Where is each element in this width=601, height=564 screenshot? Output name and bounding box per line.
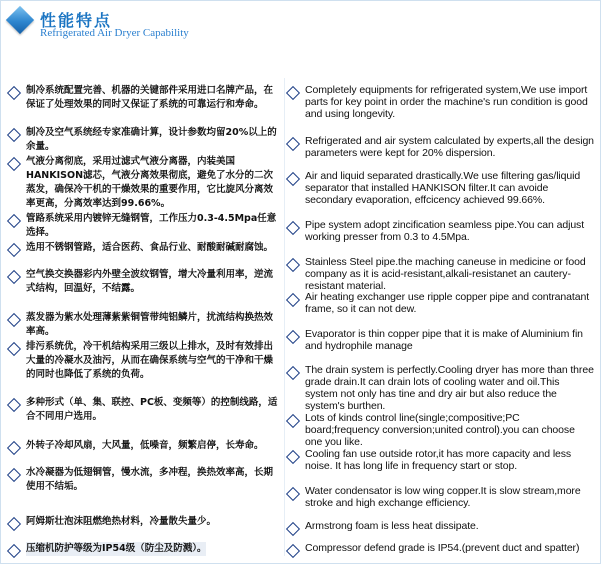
diamond-bullet-icon <box>7 398 21 412</box>
diamond-bullet-icon <box>7 157 21 171</box>
feature-text-cn: 水冷凝器为低翅铜管，慢水流，多冲程，换热效率高，长期使用不结垢。 <box>26 467 274 492</box>
feature-text-cn: 阿姆斯壮泡沫阻燃绝热材料，冷量散失量少。 <box>26 516 217 527</box>
feature-text-cn: 多种形式（单、集、联控、PC板、变频等）的控制线路，适合不同用户选用。 <box>26 397 278 422</box>
feature-item-cn <box>9 126 281 154</box>
diamond-bullet-icon <box>286 450 300 464</box>
feature-item-cn <box>9 268 281 296</box>
feature-text-en: Evaporator is thin copper pipe that it is make of Aluminium fin and hydrophile manage <box>305 328 583 352</box>
feature-text-en: Water condensator is low wing copper.It is slow stream,more stroke and high exchange efficiency. <box>305 485 581 509</box>
feature-text-cn: 制冷系统配置完善、机器的关键部件采用进口名牌产品，在保证了处理效果的同时又保证了系统的可靠运行和寿命。 <box>26 85 274 110</box>
feature-text-cn: 外转子冷却风扇，大风量，低噪音，频繁启停，长寿命。 <box>26 440 264 451</box>
feature-text-cn: 排污系统优，冷干机结构采用三级以上排水，及时有效排出大量的冷凝水及油污，从而在确保系统与空气的干净和干燥的同时也降低了系统的负荷。 <box>26 341 274 380</box>
feature-item-en <box>288 256 594 292</box>
diamond-bullet-icon <box>286 137 300 151</box>
diamond-bullet-icon <box>7 313 21 327</box>
diamond-bullet-icon <box>7 214 21 228</box>
feature-text-en: Armstrong foam is less heat dissipate. <box>305 520 479 532</box>
feature-item-cn <box>9 84 281 112</box>
diamond-bullet-icon <box>7 441 21 455</box>
feature-text-cn: 蒸发器为紫水处理薄紫紫铜管带纯铝鳞片，扰流结构换热效率高。 <box>26 312 274 337</box>
feature-item-cn <box>9 542 281 556</box>
feature-text-cn: 空气换交换器彩内外壁全波纹钢管，增大冷量利用率，逆流式结构，回温好，不结露。 <box>26 269 274 294</box>
feature-item-cn <box>9 439 281 453</box>
feature-item-en <box>288 84 594 120</box>
feature-item-en <box>288 520 594 534</box>
feature-item-cn <box>9 311 281 339</box>
feature-item-en <box>288 485 594 509</box>
feature-text-en: Completely equipments for refrigerated system,We use import parts for key point in order the machine's run condition is good and using longevity. <box>305 84 588 120</box>
diamond-bullet-icon <box>286 366 300 380</box>
feature-item-en <box>288 542 594 556</box>
diamond-bullet-icon <box>286 172 300 186</box>
feature-text-cn: 气液分离彻底，采用过滤式气液分离器，内装美国HANKISON滤芯，气液分离效果彻底，避免了水分的二次蒸发，确保冷干机的干燥效果的重要作用，它比旋风分离效率更高，分离效率达到99.66%。 <box>26 156 274 209</box>
diamond-bullet-icon <box>286 258 300 272</box>
diamond-bullet-icon <box>7 86 21 100</box>
feature-text-en: Compressor defend grade is IP54.(prevent duct and spatter) <box>305 542 580 554</box>
feature-text-cn: 制冷及空气系统经专家准确计算，设计参数均留20%以上的余量。 <box>26 127 277 152</box>
feature-item-en <box>288 328 594 352</box>
section-title-cn: 性能特点 <box>40 11 113 30</box>
feature-text-en: Lots of kinds control line(single;compositive;PC board;frequency conversion;united control).you can choose one you like. <box>305 412 575 448</box>
column-divider <box>284 78 285 556</box>
diamond-bullet-icon <box>7 342 21 356</box>
feature-text-cn: 压缩机防护等级为IP54级（防尘及防溅）。 <box>26 543 207 554</box>
feature-item-cn <box>9 155 281 211</box>
feature-item-cn <box>9 340 281 382</box>
feature-text-en: Air and liquid separated drastically.We use filtering gas/liquid separator that installed HANKISON filter.It can avoide secondary evaporation, effcicency achieved 99.66%. <box>305 170 581 206</box>
feature-item-en <box>288 135 594 159</box>
feature-text-en: Air heating exchanger use ripple copper pipe and contranatant frame, so it can not dew. <box>305 291 590 315</box>
feature-item-cn <box>9 466 281 494</box>
feature-text-cn: 选用不锈钢管路，适合医药、食品行业、耐酸耐碱耐腐蚀。 <box>26 242 274 253</box>
diamond-bullet-icon <box>286 221 300 235</box>
feature-item-en <box>288 364 594 412</box>
feature-text-cn: 管路系统采用内镀锌无缝钢管，工作压力0.3-4.5Mpa任意选择。 <box>26 213 277 238</box>
feature-item-en <box>288 170 594 206</box>
feature-item-en <box>288 448 594 472</box>
diamond-bullet-icon <box>286 522 300 536</box>
feature-text-en: Stainless Steel pipe.the maching caneuse in medicine or food company as it is acid-resistant,alkali-resistanet an cautery-resistant material. <box>305 256 586 292</box>
section-title-en: Refrigerated Air Dryer Capability <box>40 27 189 39</box>
feature-item-cn <box>9 515 281 529</box>
diamond-icon <box>6 6 34 34</box>
feature-item-en <box>288 219 594 243</box>
diamond-bullet-icon <box>286 86 300 100</box>
feature-item-cn <box>9 396 281 424</box>
feature-text-en: Pipe system adopt zincification seamless pipe.You can adjust working presser from 0.3 to 4.5Mpa. <box>305 219 585 243</box>
diamond-bullet-icon <box>7 128 21 142</box>
diamond-bullet-icon <box>286 293 300 307</box>
diamond-bullet-icon <box>7 517 21 531</box>
diamond-bullet-icon <box>7 468 21 482</box>
diamond-bullet-icon <box>7 270 21 284</box>
feature-item-en <box>288 291 594 315</box>
feature-item-en <box>288 412 594 448</box>
feature-text-en: Cooling fan use outside rotor,it has more capacity and less noise. It has long life in frequency start or stop. <box>305 448 572 472</box>
diamond-bullet-icon <box>286 414 300 428</box>
feature-item-cn <box>9 212 281 240</box>
feature-text-en: Refrigerated and air system calculated by experts,all the design parameters were kept for 20% dispersion. <box>305 135 594 159</box>
diamond-bullet-icon <box>286 487 300 501</box>
feature-text-en: The drain system is perfectly.Cooling dryer has more than three grade drain.It can drain lots of cooling water and oil.This system not only has tine and dry air but also reduce the system's burthen. <box>305 364 594 412</box>
diamond-bullet-icon <box>286 544 300 558</box>
diamond-bullet-icon <box>7 243 21 257</box>
diamond-bullet-icon <box>286 330 300 344</box>
section-header <box>0 0 601 48</box>
diamond-bullet-icon <box>7 544 21 558</box>
feature-item-cn <box>9 241 281 255</box>
